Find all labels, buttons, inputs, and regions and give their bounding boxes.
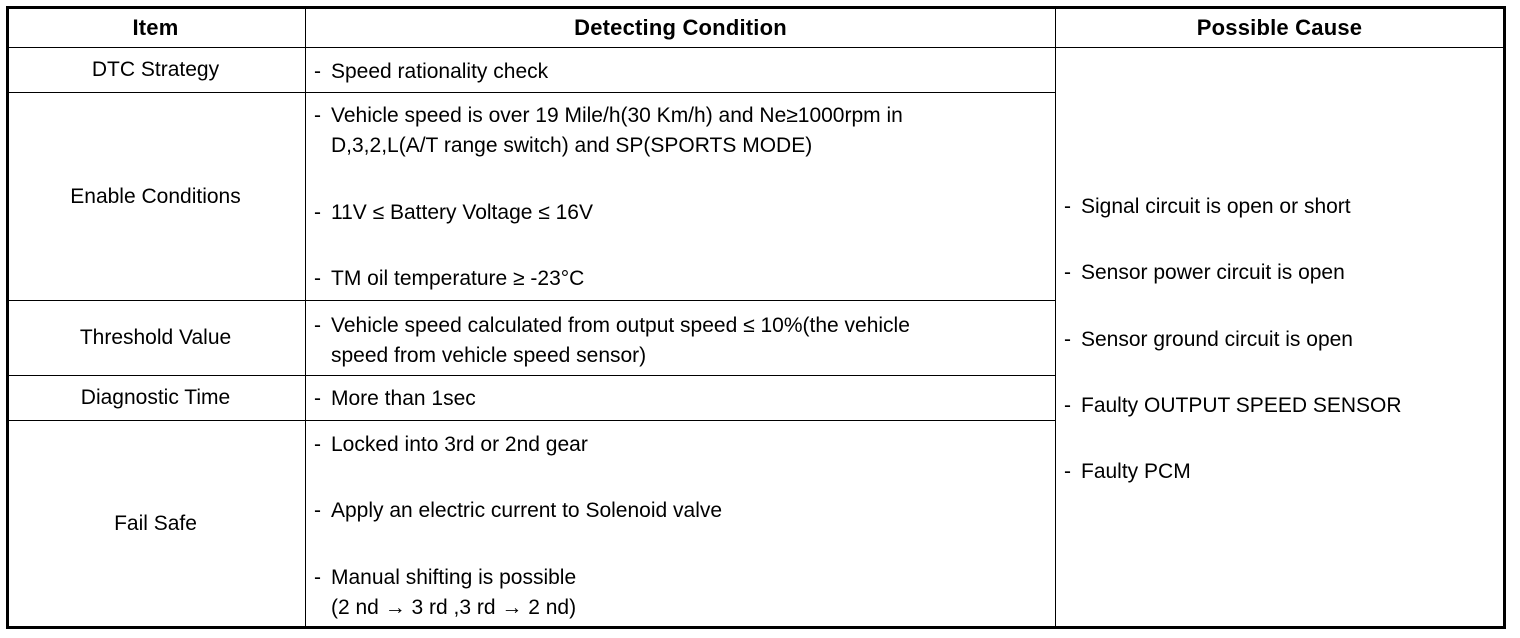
condition-line: More than 1sec [331,387,476,410]
condition-line: D,3,2,L(A/T range switch) and SP(SPORTS MODE) [331,134,813,157]
condition-line: (2 nd → 3 rd ,3 rd → 2 nd) [331,596,577,619]
condition-line: Vehicle speed calculated from output speed ≤ 10%(the vehicle [331,314,910,337]
bullet-dash: - [314,267,321,290]
bullet-dash: - [314,104,321,127]
cause-text: Sensor power circuit is open [1081,261,1345,284]
cause-text: Signal circuit is open or short [1081,195,1351,218]
cause-text: Faulty PCM [1081,460,1191,483]
bullet-dash: - [314,433,321,456]
cause-text: Faulty OUTPUT SPEED SENSOR [1081,394,1402,417]
bullet-dash: - [314,499,321,522]
cause-text: Sensor ground circuit is open [1081,328,1353,351]
bullet-dash: - [314,60,321,83]
dtc-table [6,6,1506,629]
condition-line: Speed rationality check [331,60,549,83]
condition-line: speed from vehicle speed sensor) [331,344,647,367]
condition-line: TM oil temperature ≥ -23°C [331,267,585,290]
item-fail-safe: Fail Safe [114,511,197,535]
bullet-dash: - [1064,328,1071,351]
bullet-dash: - [314,387,321,410]
item-dtc-strategy: DTC Strategy [91,58,220,81]
table-border-bottom [6,626,1506,629]
bullet-dash: - [1064,261,1071,284]
condition-line: 11V ≤ Battery Voltage ≤ 16V [331,201,593,224]
item-enable-conditions: Enable Conditions [70,184,241,208]
bullet-dash: - [1064,394,1071,417]
item-diagnostic-time: Diagnostic Time [80,386,231,409]
bullet-dash: - [1064,460,1071,483]
column-divider-1 [305,6,306,629]
bullet-dash: - [314,566,321,589]
header-item: Item [132,15,179,40]
table-border-right [1503,6,1506,629]
header-detecting-condition: Detecting Condition [574,15,787,40]
bullet-dash: - [314,314,321,337]
condition-line: Vehicle speed is over 19 Mile/h(30 Km/h) and Ne≥1000rpm in [331,104,903,127]
bullet-dash: - [314,201,321,224]
bullet-dash: - [1064,195,1071,218]
item-threshold-value: Threshold Value [79,326,232,349]
condition-line: Apply an electric current to Solenoid valve [331,499,723,522]
header-possible-cause: Possible Cause [1196,15,1363,40]
condition-line: Manual shifting is possible [331,566,577,589]
column-divider-2 [1055,6,1056,629]
condition-line: Locked into 3rd or 2nd gear [331,433,588,456]
